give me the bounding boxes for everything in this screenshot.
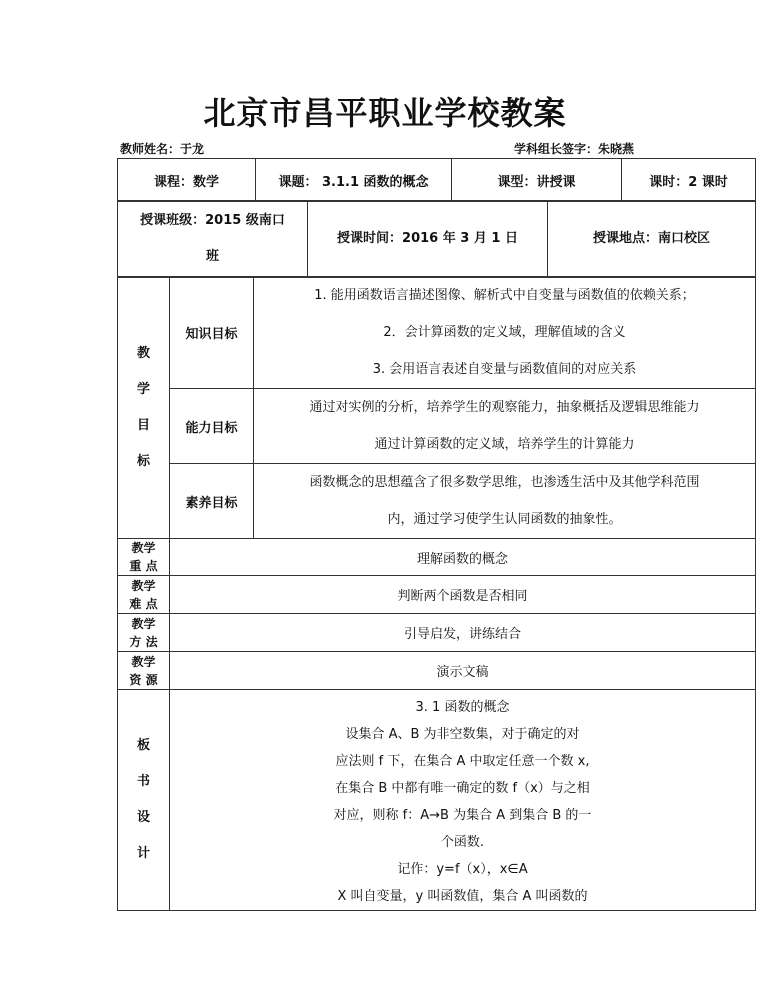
- label-line: 教学: [131, 578, 156, 593]
- class-line-2: 班: [205, 249, 219, 264]
- label-line: 教学: [131, 654, 156, 669]
- resource-label: [118, 652, 170, 690]
- board-line: 个函数.: [440, 835, 485, 850]
- board-design-header: [118, 690, 170, 911]
- label-line: 难 点: [129, 596, 158, 611]
- course-cell: 课程：数学: [118, 159, 256, 202]
- ability-goal-content: [254, 389, 756, 464]
- ability-line: 通过计算函数的定义域，培养学生的计算能力: [374, 437, 635, 452]
- ability-goal-label: 能力目标: [170, 389, 254, 464]
- course-info-table: [117, 158, 756, 202]
- teaching-goals-header: [118, 277, 170, 539]
- board-line: 3. 1 函数的概念: [415, 700, 510, 715]
- quality-line: 内，通过学习使学生认同函数的抽象性。: [387, 512, 622, 527]
- difficulty-value: 判断两个函数是否相同: [170, 576, 756, 614]
- key-point-label: [118, 539, 170, 576]
- board-design-content: [170, 690, 756, 911]
- label-line: 资 源: [129, 672, 158, 687]
- method-value: 引导启发，讲练结合: [170, 614, 756, 652]
- side-char: 教: [136, 345, 150, 361]
- board-line: 记作：y=f（x），x∈A: [397, 862, 528, 877]
- label-line: 重 点: [129, 559, 158, 573]
- knowledge-goal-content: [254, 277, 756, 389]
- board-line: 对应，则称 f：A→B 为集合 A 到集合 B 的一: [333, 808, 592, 823]
- leader-signature: 学科组长签字：朱晓燕: [514, 142, 635, 156]
- place-cell: 授课地点：南口校区: [548, 201, 756, 278]
- board-line: 设集合 A、B 为非空数集，对于确定的对: [345, 727, 580, 742]
- side-char: 板: [136, 738, 150, 753]
- class-cell: [118, 201, 308, 278]
- goals-table: [117, 276, 756, 911]
- time-cell: 授课时间：2016 年 3 月 1 日: [308, 201, 548, 278]
- label-line: 方 法: [129, 634, 158, 649]
- quality-line: 函数概念的思想蕴含了很多数学思维，也渗透生活中及其他学科范围: [309, 475, 700, 490]
- quality-goal-label: 素养目标: [170, 464, 254, 539]
- knowledge-line: 3. 会用语言表述自变量与函数值间的对应关系: [372, 362, 637, 377]
- page-title: 北京市昌平职业学校教案: [203, 94, 567, 132]
- side-char: 设: [136, 810, 150, 825]
- class-line-1: 授课班级：2015 级南口: [140, 213, 285, 228]
- side-char: 计: [136, 846, 150, 861]
- label-line: 教学: [131, 541, 156, 555]
- key-point-value: 理解函数的概念: [170, 539, 756, 576]
- resource-value: 演示文稿: [170, 652, 756, 690]
- teacher-name: 教师姓名：于龙: [120, 142, 205, 156]
- side-char: 目: [136, 417, 150, 433]
- side-char: 书: [136, 774, 150, 789]
- knowledge-goal-label: 知识目标: [170, 277, 254, 389]
- board-line: 在集合 B 中都有唯一确定的数 f（x）与之相: [335, 781, 590, 796]
- knowledge-line: 2．会计算函数的定义域，理解值域的含义: [383, 325, 626, 340]
- label-line: 教学: [131, 616, 156, 631]
- board-line: 应法则 f 下，在集合 A 中取定任意一个数 x,: [335, 754, 590, 769]
- method-label: [118, 614, 170, 652]
- side-char: 标: [136, 453, 150, 469]
- side-char: 学: [136, 381, 150, 397]
- hours-cell: 课时：2 课时: [622, 159, 756, 202]
- topic-cell: 课题： 3.1.1 函数的概念: [256, 159, 452, 202]
- class-info-table: [117, 200, 756, 278]
- board-line: X 叫自变量，y 叫函数值，集合 A 叫函数的: [337, 889, 588, 904]
- quality-goal-content: [254, 464, 756, 539]
- difficulty-label: [118, 576, 170, 614]
- knowledge-line: 1. 能用函数语言描述图像、解析式中自变量与函数值的依赖关系；: [314, 288, 695, 303]
- ability-line: 通过对实例的分析，培养学生的观察能力，抽象概括及逻辑思维能力: [309, 400, 700, 415]
- lesson-type-cell: 课型：讲授课: [452, 159, 622, 202]
